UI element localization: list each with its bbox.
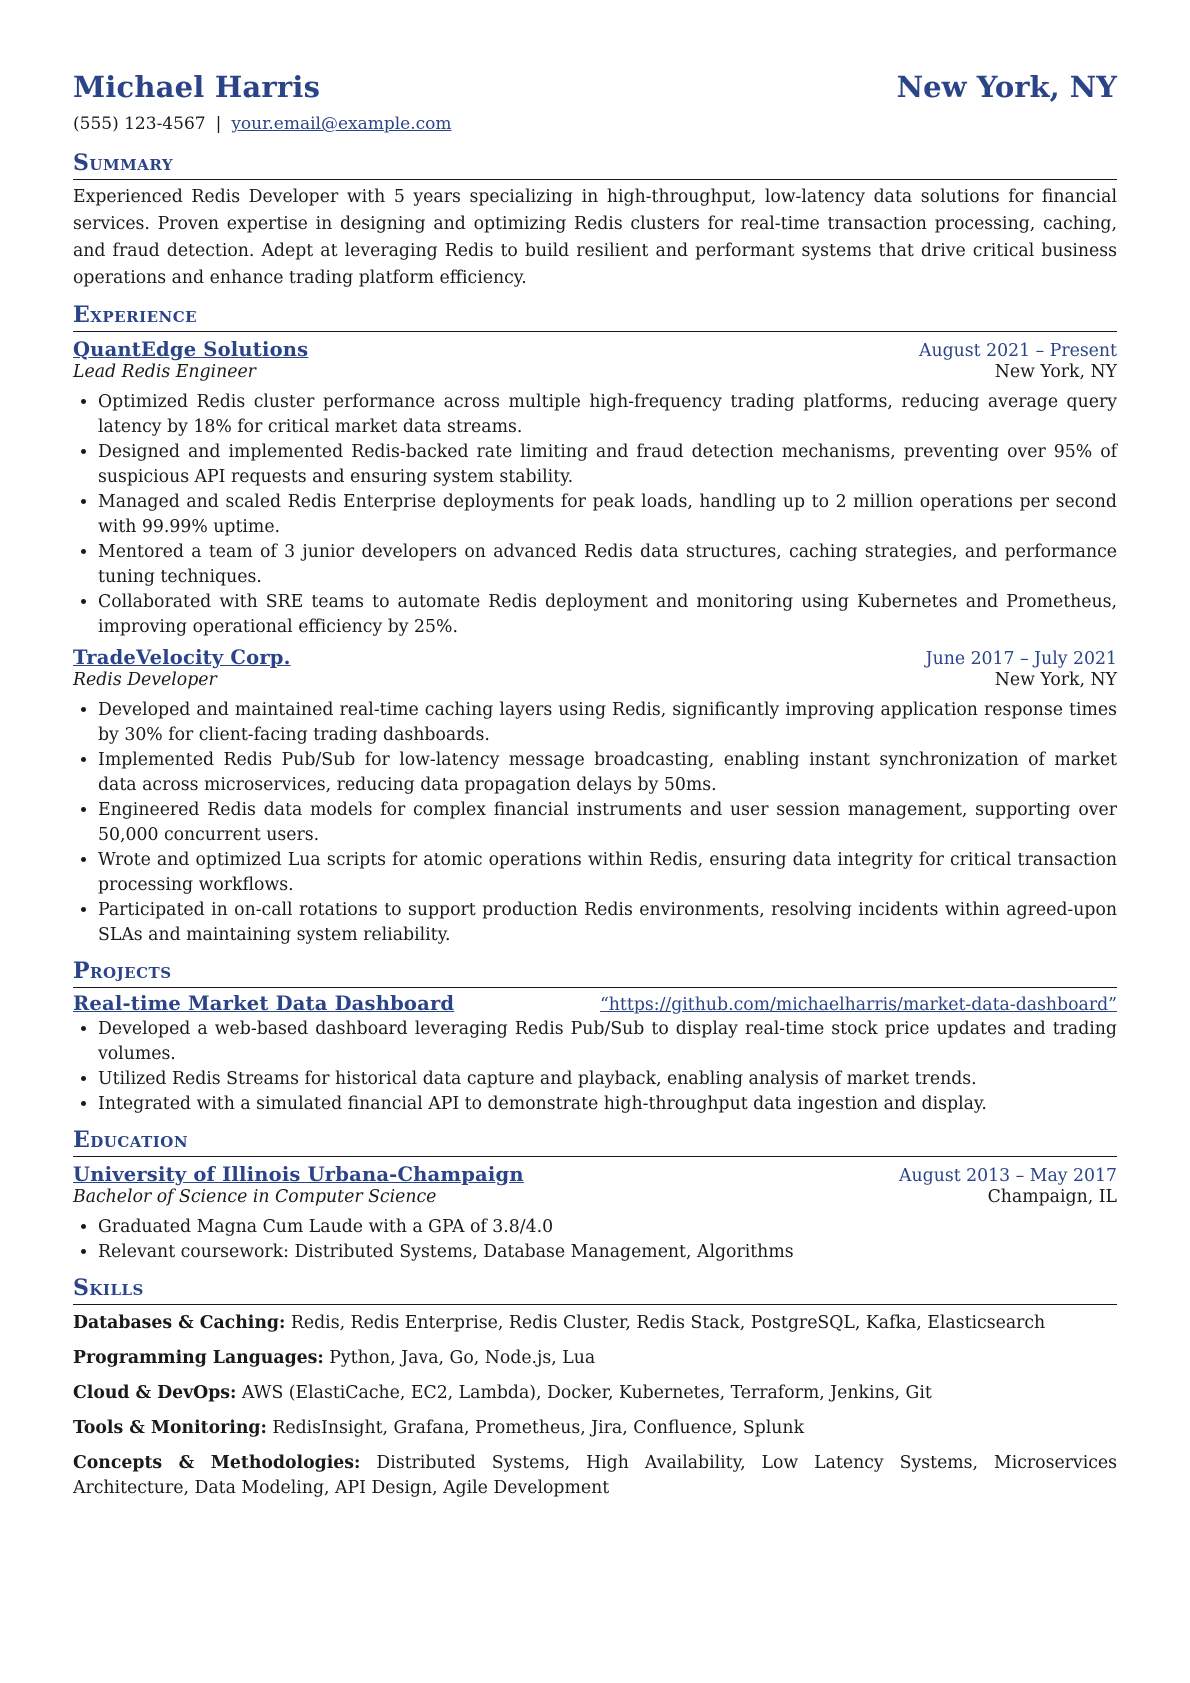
skills-value: AWS (ElastiCache, EC2, Lambda), Docker, Kubernetes, Terraform, Jenkins, Git	[241, 1383, 932, 1403]
resume-header	[73, 60, 1117, 104]
skills-label: Databases & Caching:	[73, 1313, 286, 1333]
job-location: New York, NY	[994, 362, 1117, 382]
skills-label: Concepts & Methodologies:	[73, 1453, 361, 1473]
skills-value: Distributed Systems, High Availability, Low Latency Systems, Microservices Architecture, Data Modeling, API Design, Agile Development	[73, 1453, 1117, 1498]
phone-number: (555) 123-4567	[73, 114, 206, 134]
contact-separator: |	[215, 114, 222, 134]
school-name[interactable]: University of Illinois Urbana-Champaign	[73, 1163, 524, 1186]
email-link[interactable]: your.email@example.com	[231, 114, 452, 134]
job-bullets	[73, 698, 1117, 948]
job-location: New York, NY	[994, 670, 1117, 690]
list-item: • Developed a web-based dashboard leveraging Redis Pub/Sub to display real-time stock price updates and trading volumes.	[98, 1017, 1117, 1067]
section-title-experience: Experience	[73, 302, 1117, 332]
company-name[interactable]: QuantEdge Solutions	[73, 338, 309, 361]
list-item: • Managed and scaled Redis Enterprise deployments for peak loads, handling up to 2 million operations per second with 99.99% uptime.	[98, 490, 1117, 540]
skills-value: Redis, Redis Enterprise, Redis Cluster, Redis Stack, PostgreSQL, Kafka, Elasticsearch	[290, 1313, 1046, 1333]
skills-label: Tools & Monitoring:	[73, 1418, 267, 1438]
job-role: Redis Developer	[73, 670, 217, 690]
skills-value: RedisInsight, Grafana, Prometheus, Jira, Confluence, Splunk	[272, 1418, 805, 1438]
job-bullets	[73, 390, 1117, 640]
list-item: • Participated in on-call rotations to support production Redis environments, resolving incidents within agreed-upon SLAs and maintaining system reliability.	[98, 898, 1117, 948]
skills-row	[73, 1346, 1117, 1371]
experience-entry	[73, 646, 1117, 948]
summary-text: Experienced Redis Developer with 5 years specializing in high-throughput, low-latency data solutions for financial services. Proven expertise in designing and optimizing Redis clusters for real-time transaction processing, caching, and fraud detection. Adept at leveraging Redis to build resilient and performant systems that drive critical business operations and enhance trading platform efficiency.	[73, 187, 1117, 288]
candidate-location: New York, NY	[896, 70, 1117, 104]
list-item: • Implemented Redis Pub/Sub for low-latency message broadcasting, enabling instant synchronization of market data across microservices, reducing data propagation delays by 50ms.	[98, 748, 1117, 798]
section-title-education: Education	[73, 1127, 1117, 1157]
skills-value: Python, Java, Go, Node.js, Lua	[329, 1348, 596, 1368]
list-item: • Collaborated with SRE teams to automate Redis deployment and monitoring using Kubernetes and Prometheus, improving operational efficiency by 25%.	[98, 590, 1117, 640]
project-entry	[73, 992, 1117, 1117]
skills-row	[73, 1451, 1117, 1501]
skills-label: Programming Languages:	[73, 1348, 324, 1368]
list-item: • Mentored a team of 3 junior developers on advanced Redis data structures, caching strategies, and performance tuning techniques.	[98, 540, 1117, 590]
education-entry	[73, 1163, 1117, 1265]
list-item: • Wrote and optimized Lua scripts for atomic operations within Redis, ensuring data integrity for critical transaction processing workflows.	[98, 848, 1117, 898]
project-link[interactable]: “https://github.com/michaelharris/market-data-dashboard”	[599, 995, 1117, 1015]
job-role: Lead Redis Engineer	[73, 362, 256, 382]
list-item: • Utilized Redis Streams for historical data capture and playback, enabling analysis of market trends.	[98, 1067, 1117, 1092]
job-dates: August 2021 – Present	[918, 341, 1117, 361]
list-item: • Optimized Redis cluster performance across multiple high-frequency trading platforms, reducing average query latency by 18% for critical market data streams.	[98, 390, 1117, 440]
school-location: Champaign, IL	[987, 1187, 1117, 1207]
section-title-skills: Skills	[73, 1275, 1117, 1305]
list-item: • Relevant coursework: Distributed Systems, Database Management, Algorithms	[98, 1240, 1117, 1265]
list-item: • Engineered Redis data models for complex financial instruments and user session management, supporting over 50,000 concurrent users.	[98, 798, 1117, 848]
job-dates: June 2017 – July 2021	[925, 649, 1117, 669]
skills-row	[73, 1416, 1117, 1441]
education-bullets	[73, 1215, 1117, 1265]
list-item: • Integrated with a simulated financial API to demonstrate high-throughput data ingestion and display.	[98, 1092, 1117, 1117]
degree: Bachelor of Science in Computer Science	[73, 1187, 437, 1207]
experience-entry	[73, 338, 1117, 640]
contact-line	[73, 114, 1117, 140]
section-title-summary: Summary	[73, 150, 1117, 180]
skills-row	[73, 1381, 1117, 1406]
list-item: • Developed and maintained real-time caching layers using Redis, significantly improving application response times by 30% for client-facing trading dashboards.	[98, 698, 1117, 748]
list-item: • Graduated Magna Cum Laude with a GPA of 3.8/4.0	[98, 1215, 1117, 1240]
project-name[interactable]: Real-time Market Data Dashboard	[73, 992, 455, 1015]
list-item: • Designed and implemented Redis-backed rate limiting and fraud detection mechanisms, preventing over 95% of suspicious API requests and ensuring system stability.	[98, 440, 1117, 490]
skills-list	[73, 1311, 1117, 1501]
company-name[interactable]: TradeVelocity Corp.	[73, 646, 291, 669]
candidate-name: Michael Harris	[73, 70, 321, 104]
skills-row	[73, 1311, 1117, 1336]
skills-label: Cloud & DevOps:	[73, 1383, 237, 1403]
project-bullets	[73, 1017, 1117, 1117]
education-dates: August 2013 – May 2017	[899, 1166, 1117, 1186]
section-title-projects: Projects	[73, 958, 1117, 988]
